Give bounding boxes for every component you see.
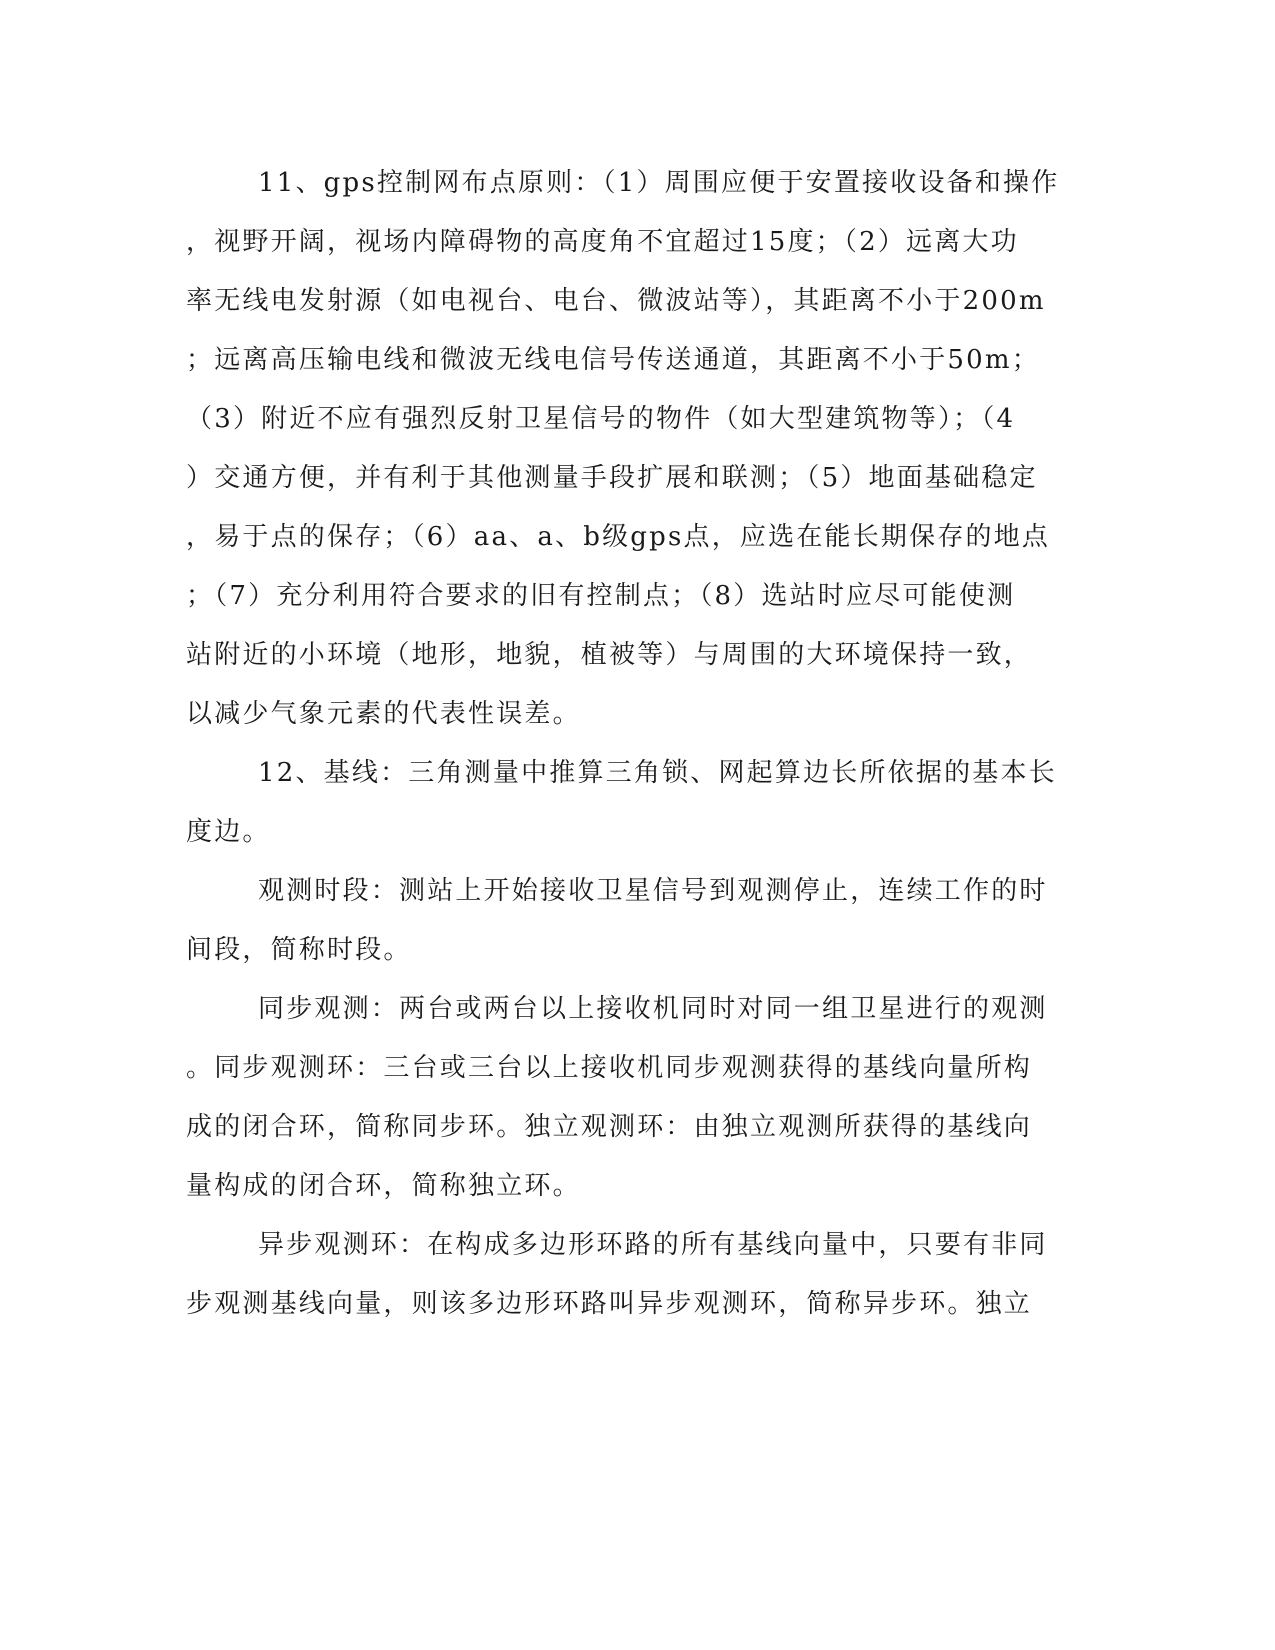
text-line: 间段，简称时段。: [186, 935, 412, 965]
text-line: 度边。: [186, 817, 271, 847]
text-line: 量构成的闭合环，简称独立环。: [186, 1171, 581, 1201]
text-line: ；远离高压输电线和微波无线电信号传送通道，其距离不小于50m；: [186, 345, 1040, 375]
text-line: 。同步观测环：三台或三台以上接收机同步观测获得的基线向量所构: [186, 1053, 1033, 1083]
text-line: 12、基线：三角测量中推算三角锁、网起算边长所依据的基本长: [258, 758, 1057, 788]
text-line: 站附近的小环境（地形，地貌，植被等）与周围的大环境保持一致，: [186, 640, 1033, 670]
text-line: 11、gps控制网布点原则：（1）周围应便于安置接收设备和操作: [258, 168, 1060, 198]
text-line: ，易于点的保存；（6）aa、a、b级gps点，应选在能长期保存的地点: [186, 522, 1051, 552]
text-line: ，视野开阔，视场内障碍物的高度角不宜超过15度；（2）远离大功: [186, 227, 1019, 257]
text-line: 步观测基线向量，则该多边形环路叫异步观测环，简称异步环。独立: [186, 1289, 1033, 1319]
text-line: ；（7）充分利用符合要求的旧有控制点；（8）选站时应尽可能使测: [186, 581, 1016, 611]
text-line: 同步观测：两台或两台以上接收机同时对同一组卫星进行的观测: [258, 994, 1048, 1024]
text-line: 成的闭合环，简称同步环。独立观测环：由独立观测所获得的基线向: [186, 1112, 1033, 1142]
text-line: 以减少气象元素的代表性误差。: [186, 699, 581, 729]
text-line: 率无线电发射源（如电视台、电台、微波站等），其距离不小于200m: [186, 286, 1046, 316]
text-line: （3）附近不应有强烈反射卫星信号的物件（如大型建筑物等）；（4: [186, 404, 1016, 434]
text-line: ）交通方便，并有利于其他测量手段扩展和联测；（5）地面基础稳定: [186, 463, 1038, 493]
text-line: 异步观测环：在构成多边形环路的所有基线向量中，只要有非同: [258, 1230, 1048, 1260]
text-line: 观测时段：测站上开始接收卫星信号到观测停止，连续工作的时: [258, 876, 1048, 906]
